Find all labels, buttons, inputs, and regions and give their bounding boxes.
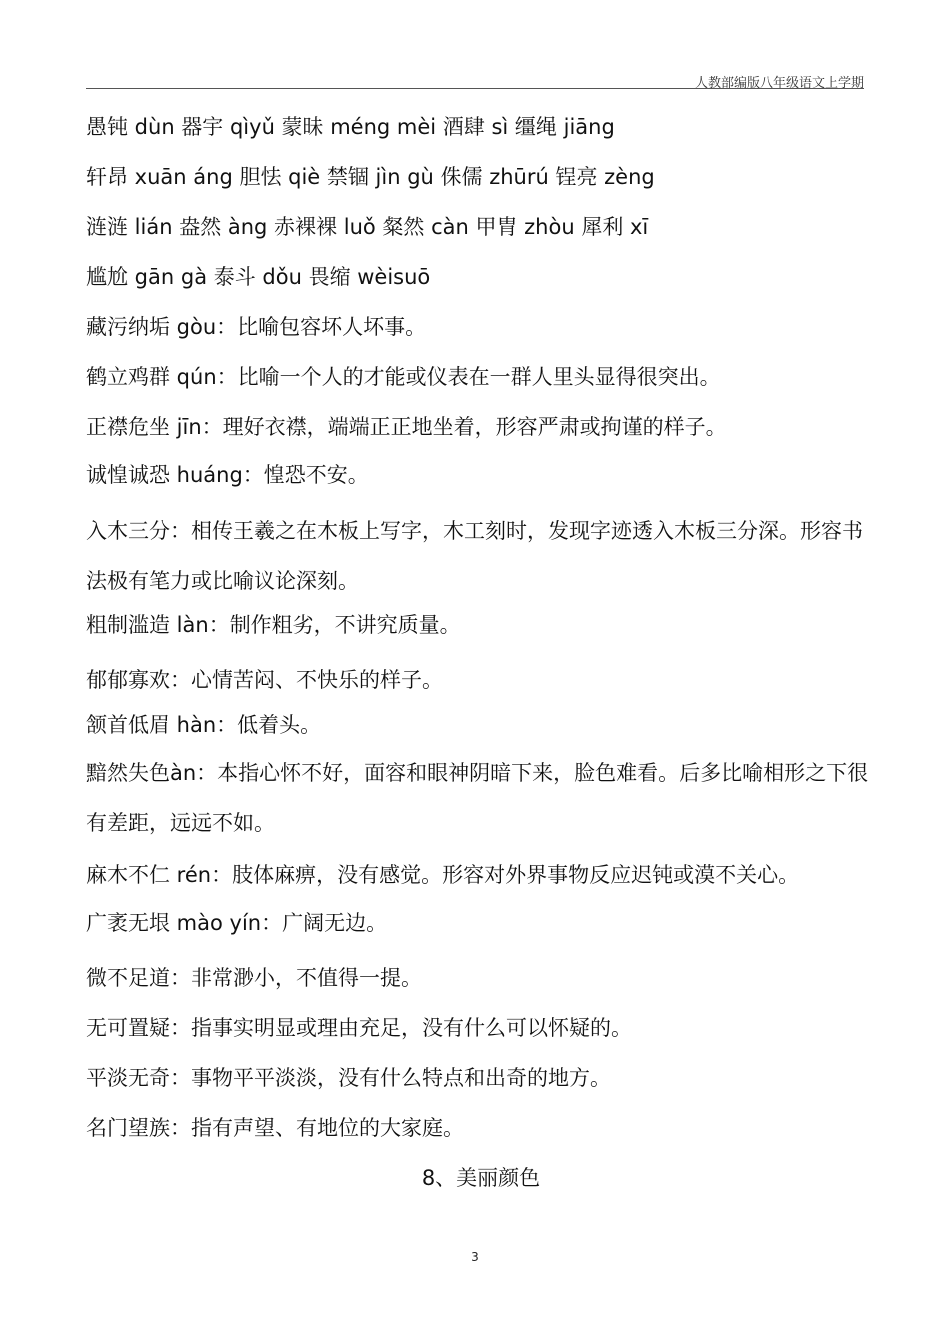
vocab-line: 轩昂 xuān áng 胆怯 qiè 禁锢 jìn gù 侏儒 zhūrú 锃亮 zèng [86, 165, 655, 189]
vocab-line: 尴尬 gān gà 泰斗 dǒu 畏缩 wèisuō [86, 265, 431, 289]
idiom-line: 无可置疑：指事实明显或理由充足，没有什么可以怀疑的。 [86, 1016, 632, 1040]
idiom-line: 藏污纳垢 gòu：比喻包容坏人坏事。 [86, 315, 427, 339]
idiom-line: 名门望族：指有声望、有地位的大家庭。 [86, 1116, 464, 1140]
idiom-line: 麻木不仁 rén：肢体麻痹，没有感觉。形容对外界事物反应迟钝或漠不关心。 [86, 863, 800, 887]
idiom-line: 粗制滥造 làn：制作粗劣，不讲究质量。 [86, 613, 461, 637]
section-title: 8、美丽颜色 [421, 1166, 541, 1190]
idiom-line: 颔首低眉 hàn：低着头。 [86, 713, 322, 737]
idiom-line: 入木三分：相传王羲之在木板上写字，木工刻时，发现字迹透入木板三分深。形容书法极有笔力或比喻议论深刻。 [86, 519, 863, 593]
vocab-line: 涟涟 lián 盎然 àng 赤裸裸 luǒ 粲然 càn 甲胄 zhòu 犀利 xī [86, 215, 649, 239]
idiom-line: 微不足道：非常渺小，不值得一提。 [86, 966, 422, 990]
book-title-header: 人教部编版八年级语文上学期 [694, 76, 864, 91]
idiom-line: 正襟危坐 jīn：理好衣襟，端端正正地坐着，形容严肃或拘谨的样子。 [86, 415, 727, 439]
page-number: 3 [471, 1250, 479, 1264]
idiom-line: 广袤无垠 mào yín：广阔无边。 [86, 911, 388, 935]
idiom-line: 黯然失色àn：本指心怀不好，面容和眼神阴暗下来，脸色难看。后多比喻相形之下很有差距，远远不如。 [86, 761, 869, 835]
idiom-line: 郁郁寡欢：心情苦闷、不快乐的样子。 [86, 668, 443, 692]
idiom-line: 平淡无奇：事物平平淡淡，没有什么特点和出奇的地方。 [86, 1066, 611, 1090]
idiom-line: 诚惶诚恐 huáng：惶恐不安。 [86, 463, 369, 487]
header-rule [86, 88, 864, 89]
idiom-line: 鹤立鸡群 qún：比喻一个人的才能或仪表在一群人里头显得很突出。 [86, 365, 721, 389]
vocab-line: 愚钝 dùn 器宇 qìyǔ 蒙昧 méng mèi 酒肆 sì 缰绳 jiāng [86, 115, 615, 139]
